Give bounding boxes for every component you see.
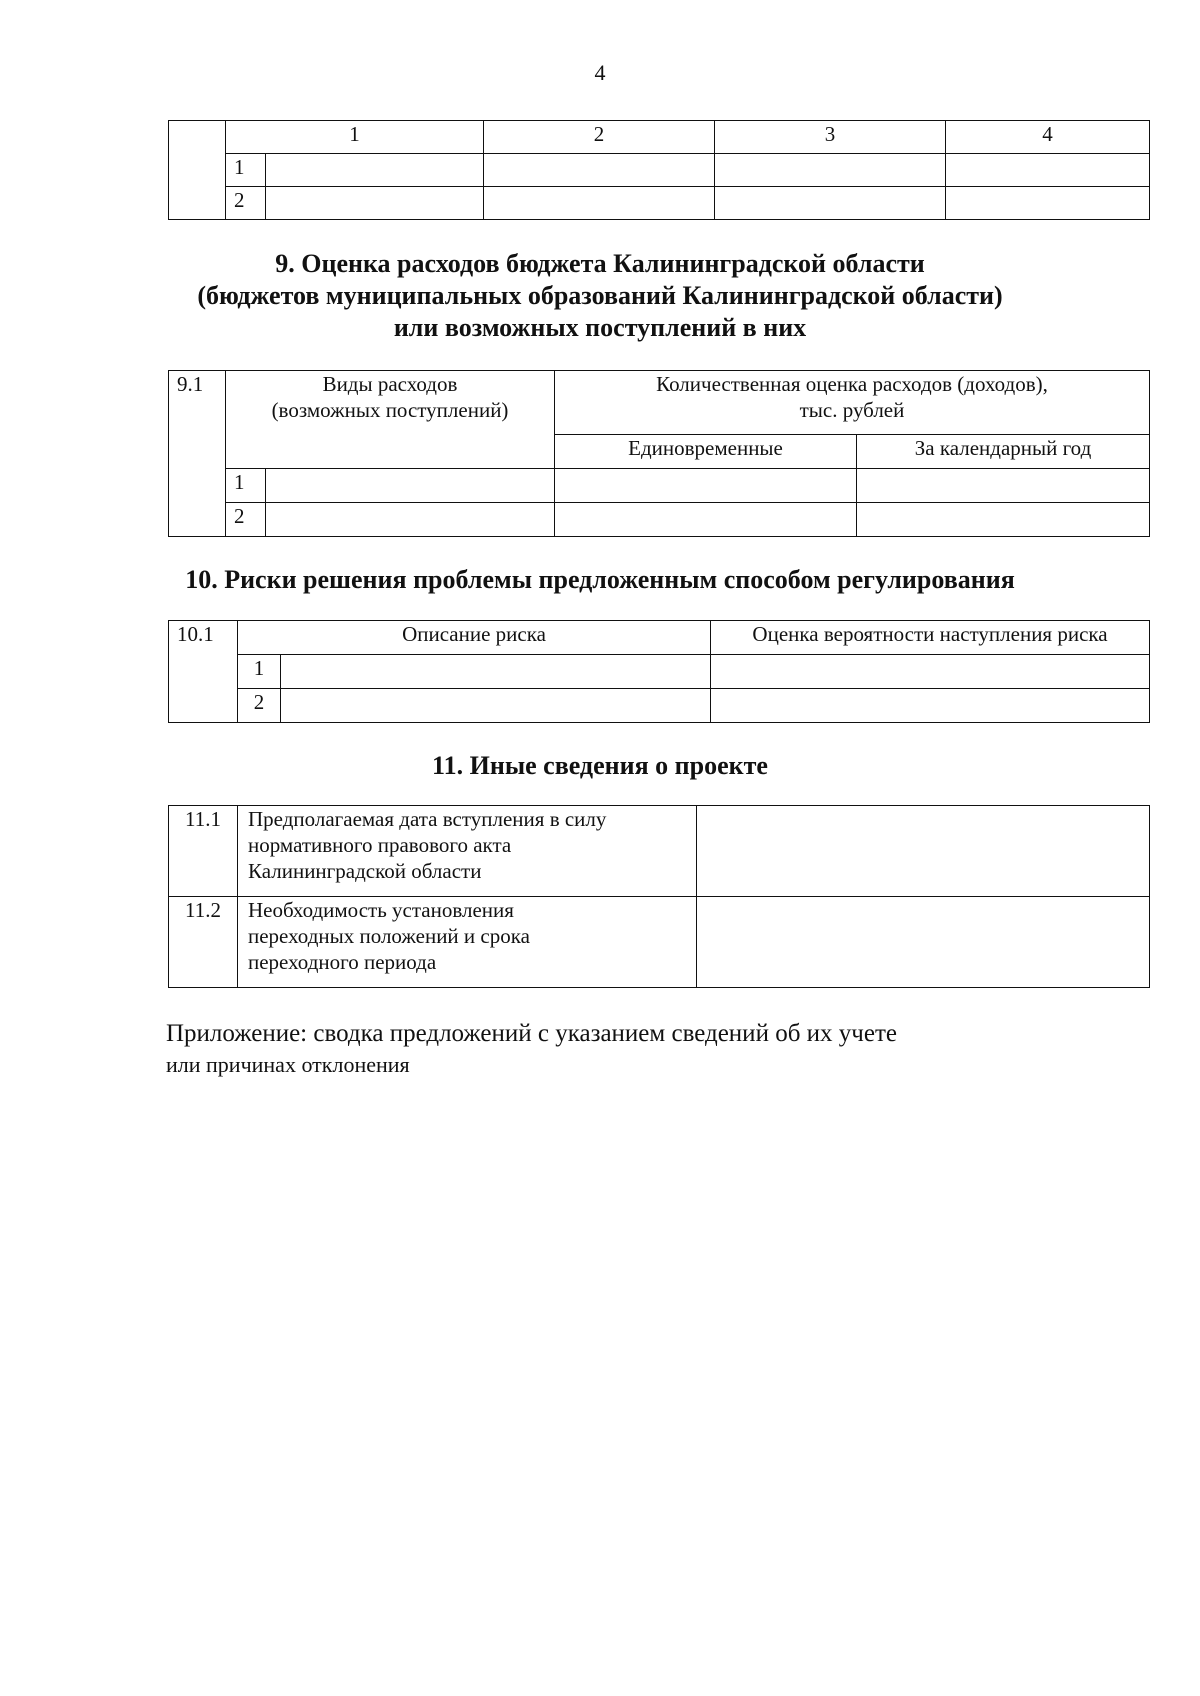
section-9-heading: 9. Оценка расходов бюджета Калининградской области (бюджетов муниципальных образований Калининградской области) или возможных поступлений в них <box>197 249 1003 342</box>
table-row <box>169 689 1150 723</box>
column-header: 1 <box>226 121 484 154</box>
estimate-header: Количественная оценка расходов (доходов), тыс. рублей <box>555 371 1150 435</box>
item-value <box>697 897 1150 988</box>
expense-kinds-header: Виды расходов (возможных поступлений) <box>226 371 555 469</box>
column-header: 4 <box>946 121 1150 154</box>
annual-header: За календарный год <box>857 435 1150 469</box>
risk-description-header: Описание риска <box>238 621 711 655</box>
budget-expenses-table <box>168 370 1150 537</box>
item-label: Необходимость установления переходных положений и срока переходного периода <box>238 897 697 988</box>
column-header: 2 <box>484 121 715 154</box>
item-code: 11.1 <box>169 806 238 897</box>
continuation-table <box>168 120 1150 220</box>
row-number: 1 <box>238 655 281 689</box>
section-10-heading: 10. Риски решения проблемы предложенным способом регулирования <box>185 565 1015 594</box>
page-number: 4 <box>594 60 606 85</box>
row-number: 1 <box>226 154 266 187</box>
other-info-table <box>168 805 1150 988</box>
item-value <box>697 806 1150 897</box>
table-row <box>169 154 1150 187</box>
table-row <box>169 187 1150 220</box>
table-row <box>169 469 1150 503</box>
section-code: 10.1 <box>169 621 238 723</box>
row-number: 2 <box>226 503 266 537</box>
table-row <box>169 503 1150 537</box>
risks-table <box>168 620 1150 723</box>
risk-probability-header: Оценка вероятности наступления риска <box>711 621 1150 655</box>
row-number: 1 <box>226 469 266 503</box>
item-code: 11.2 <box>169 897 238 988</box>
row-number: 2 <box>226 187 266 220</box>
table-row <box>169 806 1150 897</box>
appendix-note: Приложение: сводка предложений с указанием сведений об их учете или причинах отклонения <box>166 1020 897 1077</box>
onetime-header: Единовременные <box>555 435 857 469</box>
column-header: 3 <box>715 121 946 154</box>
section-code: 9.1 <box>169 371 226 537</box>
empty-code-cell <box>169 121 226 220</box>
table-row <box>169 655 1150 689</box>
table-row <box>169 897 1150 988</box>
row-number: 2 <box>238 689 281 723</box>
section-11-heading: 11. Иные сведения о проекте <box>432 751 768 780</box>
item-label: Предполагаемая дата вступления в силу нормативного правового акта Калининградской области <box>238 806 697 897</box>
